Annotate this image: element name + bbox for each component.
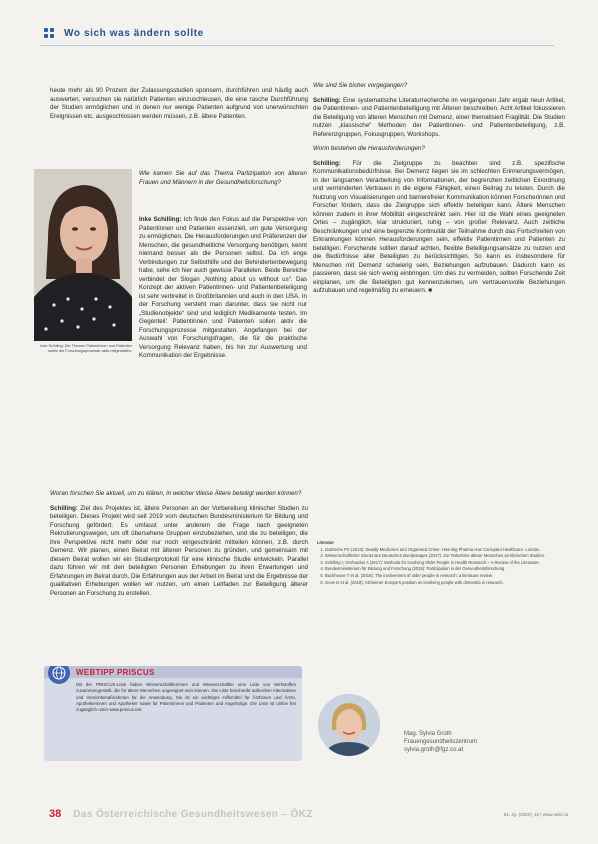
interview-column: [139, 170, 307, 193]
author-info: [404, 730, 477, 754]
reference-item: 1. Gøtzsche PC (2013): Deadly Medicines and Organised Crime: How Big Pharma Has Corrupted Healthcare. London.: [325, 547, 563, 553]
answer-1: [139, 216, 307, 361]
footer-issue: 61. Jg. (2020), 10 | www.oekz.at: [503, 812, 568, 817]
answer-1-text: Ich finde den Fokus auf die Perspektive von Patientinnen und Patienten essenziell, um gute Versorgung zu ermöglichen. Die Herausforderungen und Präferenzen der Menschen, die gesundheitliche Versorgung benötigen, kennt niemand besser als die Personen selbst. Da ich enge Verbindungen zur Selbsthilfe und der Behindertenbewegung habe, sehe ich hier auch gewisse Parallelen. Beide Bereiche verbindet der Slogan „Nothing about us without us“. Das Konzept der aktiven Patientinnen- und Patientenbeteiligung ist sehr verbreitet in Großbritannien und auch in den USA. In der Forschung versteht man darunter, dass sie nicht nur „Studienobjekte“ sind und lediglich Medikamente testen. Im Gegenteil: Patientinnen und Patienten sollen aktiv die Forschungsprozesse mitgestalten. Angefangen bei der Auswahl von Forschungsfragen, die für die praktische Versorgung Relevanz haben, bis hin zur Auswertung und Kommunikation der Ergebnisse.: [139, 216, 307, 359]
answer-1-block: [139, 216, 307, 367]
photo-caption: Inke Schilling: Die Themen Patientinnen und Patienten sollen die Forschungsprozesse aktiv mitgestalten.: [40, 344, 132, 353]
answer-3-text: Eine systematische Literaturrecherche im vergangenen Jahr ergab neun Artikel, die Patientinnen- und Patientenbeteiligung mit Älteren beschreiben. Acht Artikel fokussieren die Beteiligung von älteren Menschen mit Demenz, einer thematisiert Fragilität. Die Studien nutzen „klassische“ Methoden der Patientinnen- und Patientenbeteiligung, z.B. Referenzgruppen, Fokusgruppen, Workshops.: [313, 96, 565, 138]
answer-1-speaker: Inke Schilling:: [139, 216, 182, 223]
portrait-photo: [34, 169, 132, 341]
webtipp-text: Mit der PRISCUS-Liste haben Wissenschaftlerinnen und Wissenschaftler eine Liste von Wirkstoffen zusammengestellt, die für ältere Menschen ungeeignet sein können. Die Liste beschreibt außerdem Alternativen und Vorsichtsmaßnahmen für die Anwendung. Sie ist ein wichtiges Hilfsmittel für Ärztinnen und Ärzte, Apothekerinnen und Apotheker sowie für Patientinnen und Patienten und Angehörige. Die Liste ist online frei zugänglich unter www.priscus.net.: [76, 682, 296, 713]
reference-item: 2. Wissenschaftlicher Dienst des Deutschen Bundestages (2017): Zur Teilnahme älterer Menschen an klinischen Studien.: [325, 553, 563, 559]
author-avatar-illustration: [318, 694, 380, 756]
publication-title: Das Österreichische Gesundheitswesen – ÖKZ: [73, 809, 313, 820]
webtipp-name: PRISCUS: [116, 667, 155, 677]
question-4: Worin bestehen die Herausforderungen?: [313, 145, 425, 152]
answer-4-speaker: Schilling:: [313, 159, 341, 167]
left-lower-column: [50, 490, 308, 604]
references: [317, 540, 563, 586]
author-role: Frauengesundheitszentrum: [404, 739, 478, 745]
answer-3: [313, 97, 565, 140]
section-title: Wo sich was ändern sollte: [64, 27, 204, 39]
answer-3-speaker: Schilling:: [313, 96, 341, 104]
question-2: Woran forschen Sie aktuell, um zu klären, in welcher Weise Ältere beteiligt werden können?: [50, 490, 302, 497]
webtipp-title: [76, 668, 155, 677]
question-1: Wie kamen Sie auf das Thema Partizipation von älteren Frauen und Männern in der Gesundheitsforschung?: [139, 170, 307, 186]
paragraph-intro: heute mehr als 90 Prozent der Zulassungsstudien sponsern, durchführen und häufig auch auswerten, versuchen sie natürlich Patienten einzuschleusen, die eine rasche Durchführung der Studien ermöglichen und in denen nur wenige Patienten aufgrund von unerwünschten Ereignissen etc. ausgeschlossen werden müssen, z.B. ältere Patienten.: [50, 87, 308, 120]
answer-4-text: Für die Zielgruppe zu beachten sind z.B. spezifische Kommunikationsbedürfnisse. Bei Demenz liegen sie im schlechten Erinnerungsvermögen, in der langsamen Verarbeitung von Informationen, der begrenzten zeitlichen Einordnung und verminderten Vertrauen in die eigene Fähigkeit, einen Beitrag zu leisten. Durch die Nutzung von Visualisierungen und barrierefreier Kommunikation können Forscherinnen und Forscher fördern, dass die Zielgruppe sich effektiv beteiligen kann. Ältere Menschen können zudem in ihrer Mobilität eingeschränkt sein. Hier ist die Wahl eines geeigneten Ortes – zugänglich, klar strukturiert, ruhig – von großer Relevanz. Auch zeitliche Beschränkungen und eine begrenzte Kontinuität der Teilnahme durch das Fortschreiten von Erkrankungen können Herausforderungen sein, effektiv Patientinnen und Patienten zu beteiligen. Forschende sollten darauf achten, flexible Beteiligungsansätze zu nutzen und die Bedürfnisse aller Beteiligten zu berücksichtigen. So kann es insbesondere für Menschen mit Demenz schwierig sein, Beziehungen aufzubauen. Dadurch kann es passieren, dass sie sich wenig einbringen. Um dies zu vermeiden, sollten Forschende Zeit einplanen, um die Beteiligten gut kennenzulernen, um vertrauensvolle Beziehungen aufzubauen und regelmäßig zu erneuern. ■: [313, 159, 565, 294]
author-avatar: [318, 694, 380, 756]
answer-2-text: Ziel des Projektes ist, ältere Personen an der Vorbereitung klinischer Studien zu beteiligen. Dieses Projekt wird seit 2019 vom deutschen Bundesministerium für Bildung und Forschung gefördert. Es umfasst unter anderem die Frage nach geeigneten Rekrutierungswegen, um oft übersehene Gruppen einzubeziehen, und die zu beteiligen, die ihre Perspektive nicht mehr oder nur noch eingeschränkt mitteilen können, z.B. durch Demenz. Wir planen, einen Beirat mit älteren Personen zu gründen, und gemeinsam mit diesem Beirat wollen wir ein Studienprotokoll für eine klinische Studie entwickeln. Parallel dazu führen wir mit den beteiligten Personen Erhebungen zu ihren Erwartungen und Erfahrungen im Beirat durch. Die Erfahrungen aus der Arbeit im Beirat und die Ergebnisse der qualitativen Erhebungen wollen wir nutzen, um einen Leitfaden zur Beteiligung älterer Personen an Forschung zu erstellen.: [50, 504, 308, 597]
reference-item: 3. Schilling I, Gerhardus A (2017): Methods for Involving Older People in Health Research – A Review of the Literature.: [325, 560, 563, 566]
globe-icon-svg: [52, 666, 66, 680]
references-list: [317, 547, 563, 586]
question-3: Wie sind Sie bisher vorgegangen?: [313, 82, 408, 89]
portrait-illustration: [34, 169, 132, 341]
references-title: Literatur: [317, 540, 334, 545]
grid-dots-icon: [44, 28, 54, 38]
webtipp-header: [44, 666, 302, 678]
right-column: [313, 82, 565, 302]
page-footer: [49, 808, 313, 820]
reference-item: 4. Bundesministerium für Bildung und Forschung (2018): Partizipation in der Gesundheitsforschung.: [325, 566, 563, 572]
webtipp-box: [44, 666, 302, 761]
answer-2-speaker: Schilling:: [50, 504, 78, 512]
page-number: 38: [49, 808, 62, 820]
section-header: [44, 26, 204, 40]
header-divider: [40, 45, 554, 46]
left-column: [50, 87, 308, 127]
webtipp-label: WEBTIPP: [76, 667, 115, 677]
reference-item: 6. Gove D et al. (2018): Alzheimer Europe's position on involving people with dementia in research.: [325, 580, 563, 586]
answer-2: [50, 505, 308, 599]
reference-item: 5. Backhouse T et al. (2016): The involvement of older people in research: a literature review.: [325, 573, 563, 579]
globe-icon: [48, 666, 70, 684]
author-contact: sylvia.groth@fgz.co.at: [404, 747, 464, 753]
answer-4: [313, 160, 565, 296]
author-name: Mag. Sylvia Groth: [404, 731, 452, 737]
